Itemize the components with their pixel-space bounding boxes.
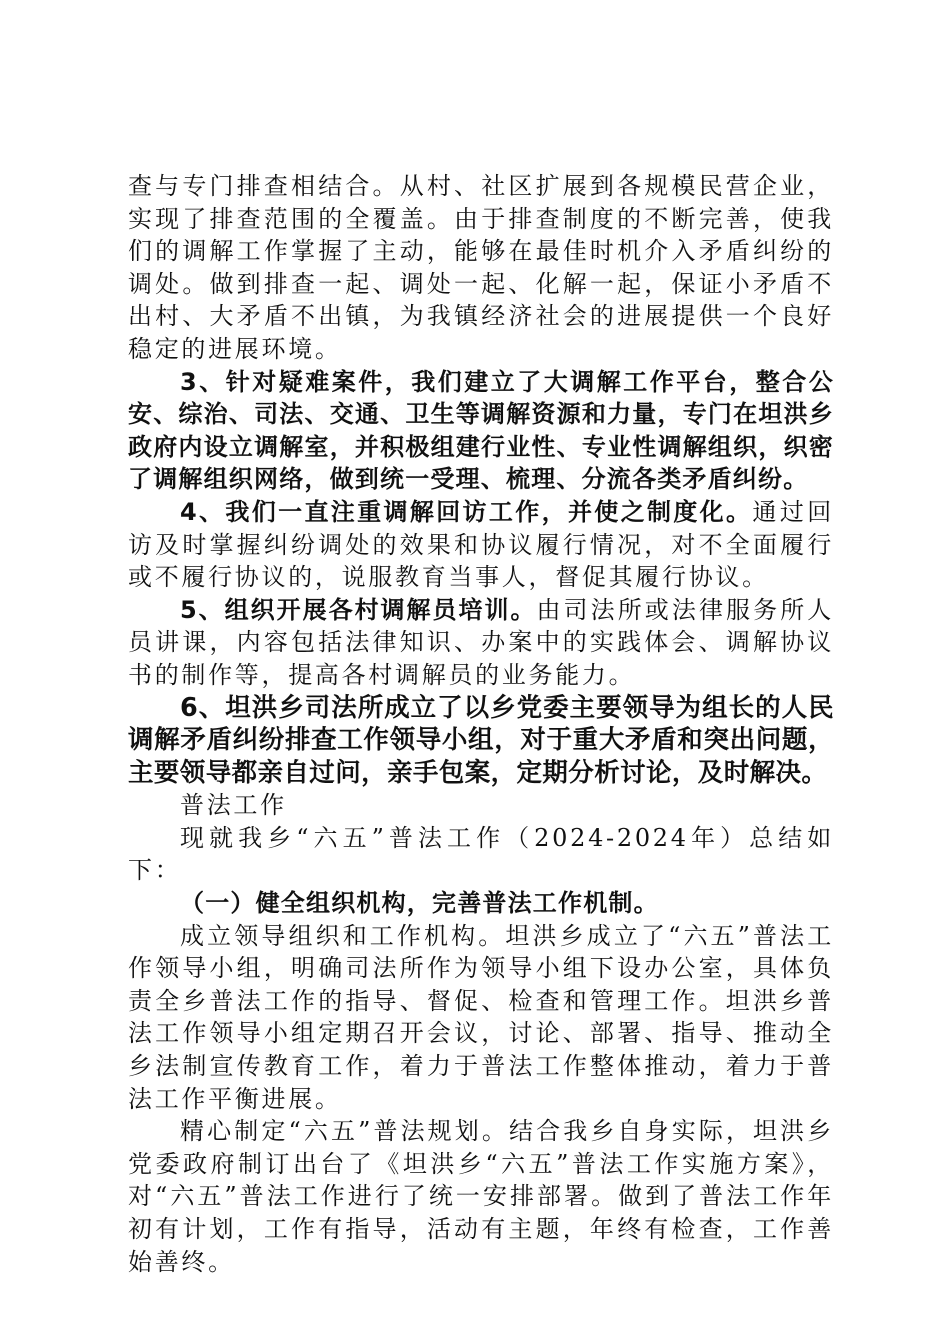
paragraph-item-6: 6、坦洪乡司法所成立了以乡党委主要领导为组长的人民调解矛盾纠纷排查工作领导小组，对于重大矛盾和突出问题，主要领导都亲自过问，亲手包案，定期分析讨论，及时解决。 (128, 692, 834, 788)
document-page (128, 170, 834, 1278)
item-5-lead: 5、组织开展各村调解员培训。 (180, 595, 537, 624)
item-4-lead: 4、我们一直注重调解回访工作，并使之制度化。 (180, 497, 753, 526)
paragraph-planning: 精心制定“六五”普法规划。结合我乡自身实际，坦洪乡党委政府制订出台了《坦洪乡“六五”普法工作实施方案》，对“六五”普法工作进行了统一安排部署。做到了普法工作年初有计划，工作有指导，活动有主题，年终有检查，工作善始善终。 (128, 1117, 834, 1276)
paragraph-item-3: 3、针对疑难案件，我们建立了大调解工作平台，整合公安、综治、司法、交通、卫生等调解资源和力量，专门在坦洪乡政府内设立调解室，并积极组建行业性、专业性调解组织，织密了调解组织网络，做到统一受理、梳理、分流各类矛盾纠纷。 (128, 367, 834, 494)
paragraph-summary-intro: 现就我乡“六五”普法工作（2024-2024年）总结如下： (128, 823, 834, 885)
item-4-body: 通过回访及时掌握纠纷调处的效果和协议履行情况，对不全面履行或不履行协议的，说服教育当事人，督促其履行协议。 (128, 497, 834, 592)
paragraph-item-4 (128, 496, 834, 594)
subheading-organization: （一）健全组织机构，完善普法工作机制。 (180, 889, 659, 918)
section-heading-legal-education: 普法工作 (180, 791, 287, 820)
paragraph-investigation: 查与专门排查相结合。从村、社区扩展到各规模民营企业，实现了排查范围的全覆盖。由于排查制度的不断完善，使我们的调解工作掌握了主动，能够在最佳时机介入矛盾纠纷的调处。做到排查一起、调处一起、化解一起，保证小矛盾不出村、大矛盾不出镇，为我镇经济社会的进展提供一个良好稳定的进展环境。 (128, 172, 834, 363)
paragraph-leadership: 成立领导组织和工作机构。坦洪乡成立了“六五”普法工作领导小组，明确司法所作为领导小组下设办公室，具体负责全乡普法工作的指导、督促、检查和管理工作。坦洪乡普法工作领导小组定期召开会议，讨论、部署、指导、推动全乡法制宣传教育工作，着力于普法工作整体推动，着力于普法工作平衡进展。 (128, 921, 834, 1113)
paragraph-item-5 (128, 594, 834, 692)
item-5-body: 由司法所或法律服务所人员讲课，内容包括法律知识、办案中的实践体会、调解协议书的制作等，提高各村调解员的业务能力。 (128, 595, 834, 689)
